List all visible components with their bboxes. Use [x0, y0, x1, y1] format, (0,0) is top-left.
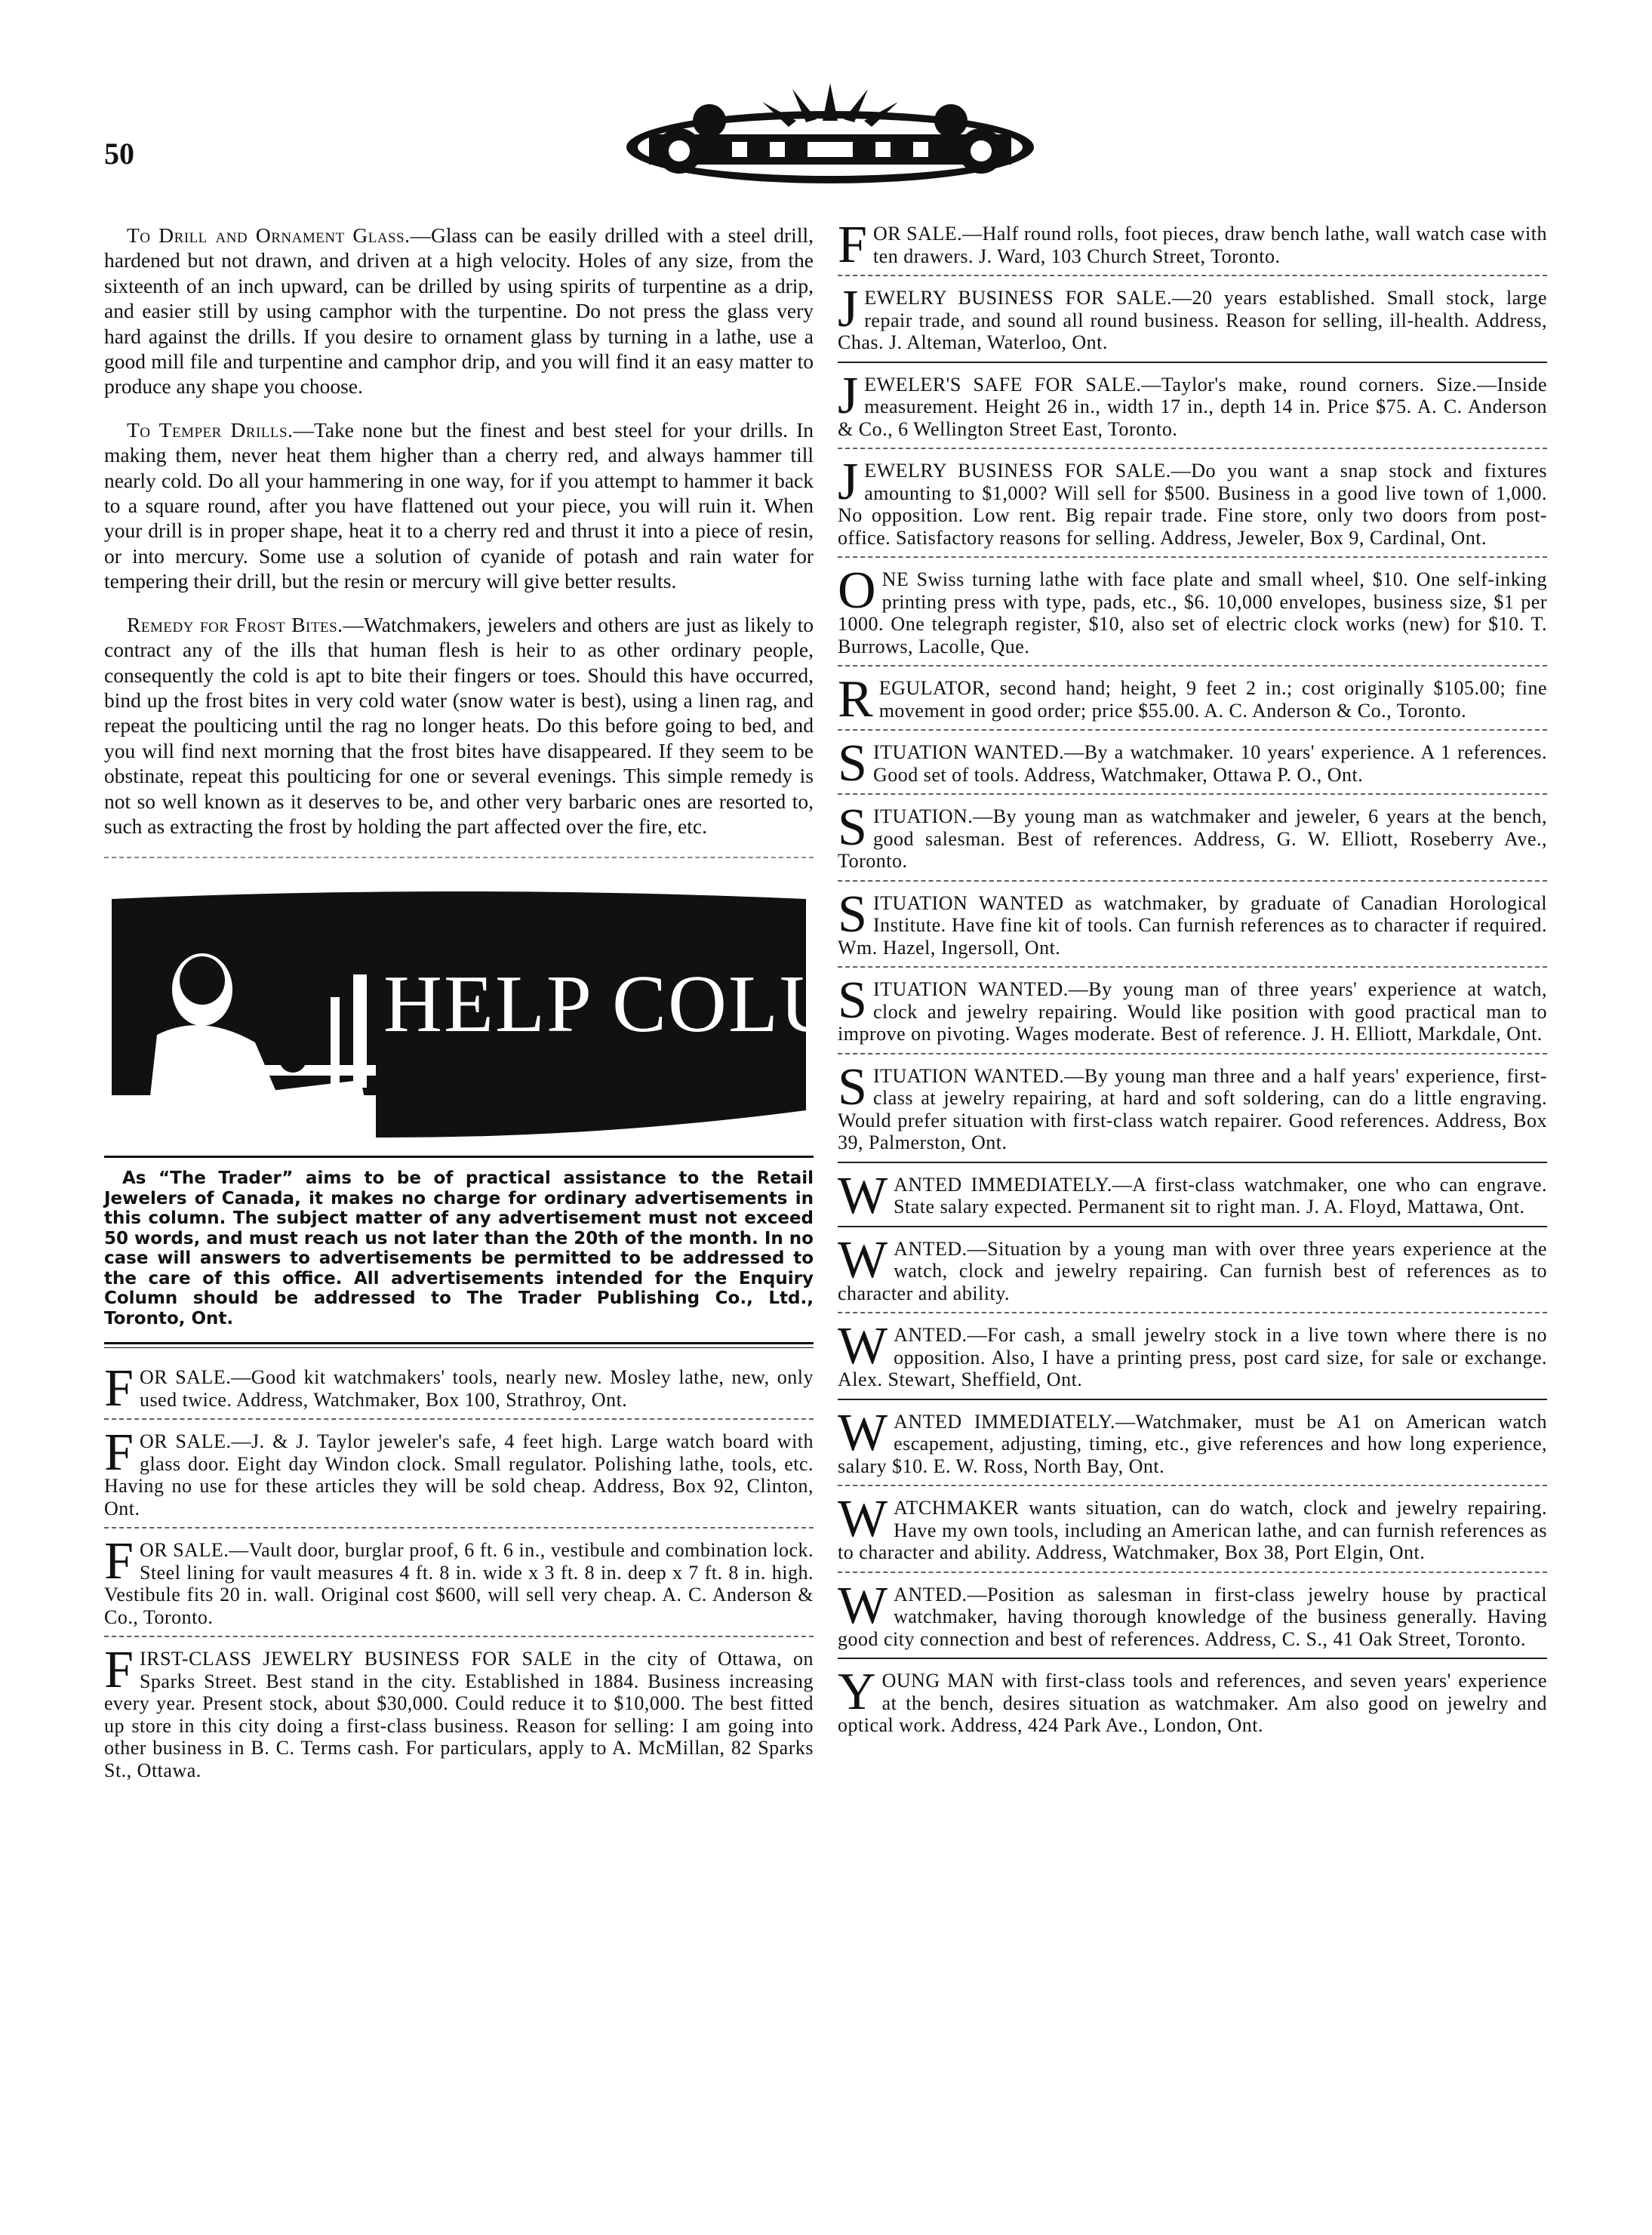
- ad-divider: [838, 556, 1547, 558]
- classified-ad: [838, 1317, 1547, 1391]
- article-heading: To Drill and Ornament Glass.: [127, 223, 411, 247]
- ad-divider: [838, 448, 1547, 449]
- ad-text: NE Swiss turning lathe with face plate and small wheel, $10. One self-inking printing press with type, pads, etc., $6. 10,000 envelopes, business size, $1 per 1000. One telegraph register, $10, also set of electric clock works (new) for $10. T. Burrows, Lacolle, Que.: [838, 568, 1547, 657]
- ad-text: OR SALE.—Good kit watchmakers' tools, nearly new. Mosley lathe, new, only used twice. Address, Watchmaker, Box 100, Strathroy, Ont.: [139, 1366, 814, 1411]
- article-heading: To Temper Drills.: [127, 417, 294, 442]
- ad-text: ITUATION WANTED as watchmaker, by graduate of Canadian Horological Institute. Have fine kit of tools. Can furnish references as to character if required. Wm. Hazel, Ingersoll, Ont.: [838, 891, 1547, 959]
- classified-ad: [104, 1424, 814, 1519]
- ad-text: ITUATION WANTED.—By young man of three years' experience at watch, clock and jewelry repairing. Would like position with good practical man to improve on pivoting. Wages moderate. Best of reference. J. H. Elliott, Markdale, Ont.: [838, 978, 1547, 1045]
- drop-cap: W: [838, 1230, 888, 1289]
- classified-ad: [838, 885, 1547, 959]
- ad-divider: [838, 966, 1547, 968]
- ad-text: ANTED IMMEDIATELY.—A first-class watchmaker, one who can engrave. State salary expected. Permanent sit to right man. J. A. Floyd, Mattawa, Ont.: [894, 1173, 1547, 1218]
- ad-divider: [838, 729, 1547, 731]
- help-column-notice: As “The Trader” aims to be of practical assistance to the Retail Jewelers of Canada, it makes no charge for ordinary advertisements in this column. The subject matter of any advertisement must not exceed 50 words, and must reach us not later than the 20th of the month. In no case will answers to advertisements be permitted to be addressed to the care of this office. All advertisements intended for the Enquiry Column should be addressed to The Trader Publishing Co., Ltd., Toronto, Ont.: [104, 1168, 814, 1328]
- article-temper-drills: [104, 417, 814, 594]
- drop-cap: Y: [838, 1663, 876, 1721]
- ad-divider: [838, 1226, 1547, 1227]
- drop-cap: W: [838, 1166, 888, 1225]
- ad-divider: [838, 665, 1547, 666]
- article-heading: Remedy for Frost Bites.: [127, 612, 343, 636]
- drop-cap: W: [838, 1317, 888, 1375]
- ad-text: OUNG MAN with first-class tools and references, and seven years' experience at the bench, desires situation as watchmaker. Am also good on jewelry and optical work. Address, 424 Park Ave., London, Ont.: [838, 1670, 1547, 1736]
- drop-cap: F: [104, 1532, 134, 1591]
- notice-top-rule: [104, 1156, 814, 1158]
- drop-cap: J: [838, 280, 859, 338]
- ad-divider: [838, 1312, 1547, 1313]
- drop-cap: S: [838, 885, 867, 944]
- ad-text: EWELRY BUSINESS FOR SALE.—Do you want a snap stock and fixtures amounting to $1,000? Will sell for $500. Business in a good live town of 1,000. No opposition. Low rent. Big repair trade. Fine store, only two doors from post-office. Satisfactory reasons for selling. Address, Jeweler, Box 9, Cardinal, Ont.: [838, 460, 1547, 549]
- ad-text: ATCHMAKER wants situation, can do watch, clock and jewelry repairing. Have my own tools, including an American lathe, and can furnish references as to character and ability. Address, Watchmaker, Box 38, Port Elgin, Ont.: [838, 1497, 1547, 1563]
- article-body: —Glass can be easily drilled with a steel drill, hardened but not drawn, and driven at a high velocity. Holes of any size, from the sixteenth of an inch upward, can be drilled by using spirits of turpentine as a drip, and easier still by using camphor with the turpentine. Do not press the glass very hard against the drills. If you desire to ornament glass by turning in a lathe, use a good mill file and turpentine and camphor drip, and you will find it an easy matter to produce any shape you choose.: [104, 223, 814, 399]
- drop-cap: W: [838, 1403, 888, 1462]
- ad-divider: [838, 362, 1547, 363]
- drop-cap: S: [838, 734, 867, 793]
- ad-text: EWELRY BUSINESS FOR SALE.—20 years established. Small stock, large repair trade, and sound all round business. Reason for selling, ill-health. Address, Chas. J. Alteman, Waterloo, Ont.: [838, 287, 1547, 353]
- left-column: [104, 223, 814, 1786]
- ad-text: EWELER'S SAFE FOR SALE.—Taylor's make, round corners. Size.—Inside measurement. Height 26 in., width 17 in., depth 14 in. Price $75. A. C. Anderson & Co., 6 Wellington Street East, Toronto.: [838, 373, 1547, 440]
- masthead-ornament: [619, 75, 1041, 189]
- ad-text: ITUATION WANTED.—By young man three and a half years' experience, first-class at jewelry repairing, at hard and soft soldering, can do a little engraving. Would prefer situation with first-class watch repairer. Good references. Address, Box 39, Palmerston, Ont.: [838, 1064, 1547, 1153]
- classified-ad: [838, 1403, 1547, 1478]
- article-drill-glass: [104, 223, 814, 399]
- drop-cap: W: [838, 1576, 888, 1635]
- classified-ad: [838, 1576, 1547, 1651]
- drop-cap: F: [104, 1359, 134, 1418]
- ad-divider: [838, 1053, 1547, 1054]
- classified-ad: [838, 280, 1547, 354]
- classified-ad: [838, 366, 1547, 441]
- ad-text: ITUATION.—By young man as watchmaker and jeweler, 6 years at the bench, good salesman. Best of references. Address, G. W. Elliott, Roseberry Ave., Toronto.: [838, 805, 1547, 872]
- article-body: —Watchmakers, jewelers and others are just as likely to contract any of the ills that human flesh is heir to as other ordinary people, consequently the cold is apt to bite their fingers or toes. Should this have occurred, bind up the frost bites in very cold water (snow water is best), using a linen rag, and repeat the poulticing until the rag no longer heats. Do this before going to bed, and you will find next morning that the frost bites have disappeared. If they seem to be obstinate, repeat this poulticing for one or several evenings. This simple remedy is not so well known as it deserves to be, and other very barbaric ones are resorted to, such as extracting the frost by holding the part affected over the fire, etc.: [104, 612, 814, 838]
- classified-ad: [838, 1663, 1547, 1737]
- drop-cap: S: [838, 1057, 867, 1116]
- right-column: [838, 216, 1547, 1741]
- ad-divider: [838, 1572, 1547, 1573]
- classified-ad: [838, 1166, 1547, 1225]
- ad-text: IRST-CLASS JEWELRY BUSINESS FOR SALE in the city of Ottawa, on Sparks Street. Best stand in the city. Established in 1884. Business increasing every year. Present stock, about $30,000. Could reduce it to $10,000. The best fitted up store in this city doing a first-class business. Reason for selling: I am going into other business in B. C. Terms cash. For particulars, apply to A. McMillan, 82 Sparks St., Ottawa.: [104, 1648, 814, 1781]
- drop-cap: F: [838, 216, 867, 274]
- classified-ad: [838, 562, 1547, 657]
- ad-text: ITUATION WANTED.—By a watchmaker. 10 years' experience. A 1 references. Good set of tools. Address, Watchmaker, Ottawa P. O., Ont.: [872, 741, 1547, 786]
- classified-ad: [838, 453, 1547, 549]
- ad-divider: [104, 1418, 814, 1420]
- drop-cap: F: [104, 1424, 134, 1482]
- ad-text: ANTED IMMEDIATELY.—Watchmaker, must be A1 on American watch escapement, adjusting, timing, etc., give references and how long experience, salary $10. E. W. Ross, North Bay, Ont.: [838, 1410, 1547, 1477]
- ad-divider: [104, 1636, 814, 1637]
- ad-divider: [838, 1658, 1547, 1659]
- ad-text: EGULATOR, second hand; height, 9 feet 2 in.; cost originally $105.00; fine movement in good order; price $55.00. A. C. Anderson & Co., Toronto.: [878, 677, 1547, 722]
- ad-text: ANTED.—Position as salesman in first-class jewelry house by practical watchmaker, having thorough knowledge of the business generally. Having good city connection and best of references. Address, C. S., 41 Oak Street, Toronto.: [838, 1583, 1547, 1650]
- classified-ad: [838, 734, 1547, 793]
- banner-title: HELP COLU: [383, 959, 814, 1050]
- ad-text: OR SALE.—Vault door, burglar proof, 6 ft. 6 in., vestibule and combination lock. Steel lining for vault measures 4 ft. 8 in. wide x 3 ft. 8 in. deep x 7 ft. 8 in. high. Vestibule fits 20 in. wall. Original cost $600, will sell very cheap. A. C. Anderson & Co., Toronto.: [104, 1539, 814, 1628]
- ad-divider: [838, 1162, 1547, 1163]
- help-column-banner: [104, 884, 814, 1152]
- drop-cap: F: [104, 1641, 134, 1700]
- classified-ad: [838, 971, 1547, 1045]
- classified-ad: [838, 1490, 1547, 1564]
- classified-ad: [104, 1532, 814, 1628]
- ad-text: ANTED.—Situation by a young man with over three years experience at the watch, clock and jewelry repairing. Can furnish best of references as to character and ability.: [838, 1237, 1547, 1304]
- drop-cap: J: [838, 366, 859, 425]
- ad-divider: [838, 275, 1547, 276]
- drop-cap: R: [838, 670, 873, 728]
- drop-cap: S: [838, 799, 867, 857]
- notice-bottom-rule: [104, 1342, 814, 1348]
- drop-cap: O: [838, 562, 876, 620]
- drop-cap: W: [838, 1490, 888, 1548]
- page-number: 50: [104, 137, 134, 171]
- classified-ad: [838, 1230, 1547, 1305]
- classified-ad: [838, 670, 1547, 728]
- ad-text: OR SALE.—J. & J. Taylor jeweler's safe, 4 feet high. Large watch board with glass door. Eight day Windon clock. Small regulator. Polishing lathe, tools, etc. Having no use for these articles they will be sold cheap. Address, Box 92, Clinton, Ont.: [104, 1430, 814, 1519]
- drop-cap: S: [838, 971, 867, 1030]
- ad-divider: [838, 1399, 1547, 1400]
- classified-ad: [104, 1641, 814, 1781]
- classified-ad: [838, 799, 1547, 873]
- ad-divider: [838, 1485, 1547, 1486]
- article-body: —Take none but the finest and best steel for your drills. In making them, never heat them higher than a cherry red, and always hammer till nearly cold. Do all your hammering in one way, for if you attempt to hammer it back to a square round, after you have flattened out your piece, you will ruin it. When your drill is in proper shape, heat it to a cherry red and thrust it into a piece of resin, or into mercury. Some use a solution of cyanide of potash and rain water for tempering their drill, but the resin or mercury will give better results.: [104, 417, 814, 593]
- ad-text: ANTED.—For cash, a small jewelry stock in a live town where there is no opposition. Also, I have a printing press, post card size, for sale or exchange. Alex. Stewart, Sheffield, Ont.: [838, 1324, 1547, 1390]
- drop-cap: J: [838, 453, 859, 511]
- classified-ad: [838, 1057, 1547, 1154]
- ad-divider: [838, 793, 1547, 795]
- section-divider: [104, 857, 814, 858]
- article-frost-bites: [104, 612, 814, 839]
- ad-divider: [838, 880, 1547, 882]
- classified-ad: [838, 216, 1547, 274]
- ad-text: OR SALE.—Half round rolls, foot pieces, draw bench lathe, wall watch case with ten drawers. J. Ward, 103 Church Street, Toronto.: [872, 223, 1547, 267]
- ad-divider: [104, 1527, 814, 1528]
- classified-ad: [104, 1359, 814, 1418]
